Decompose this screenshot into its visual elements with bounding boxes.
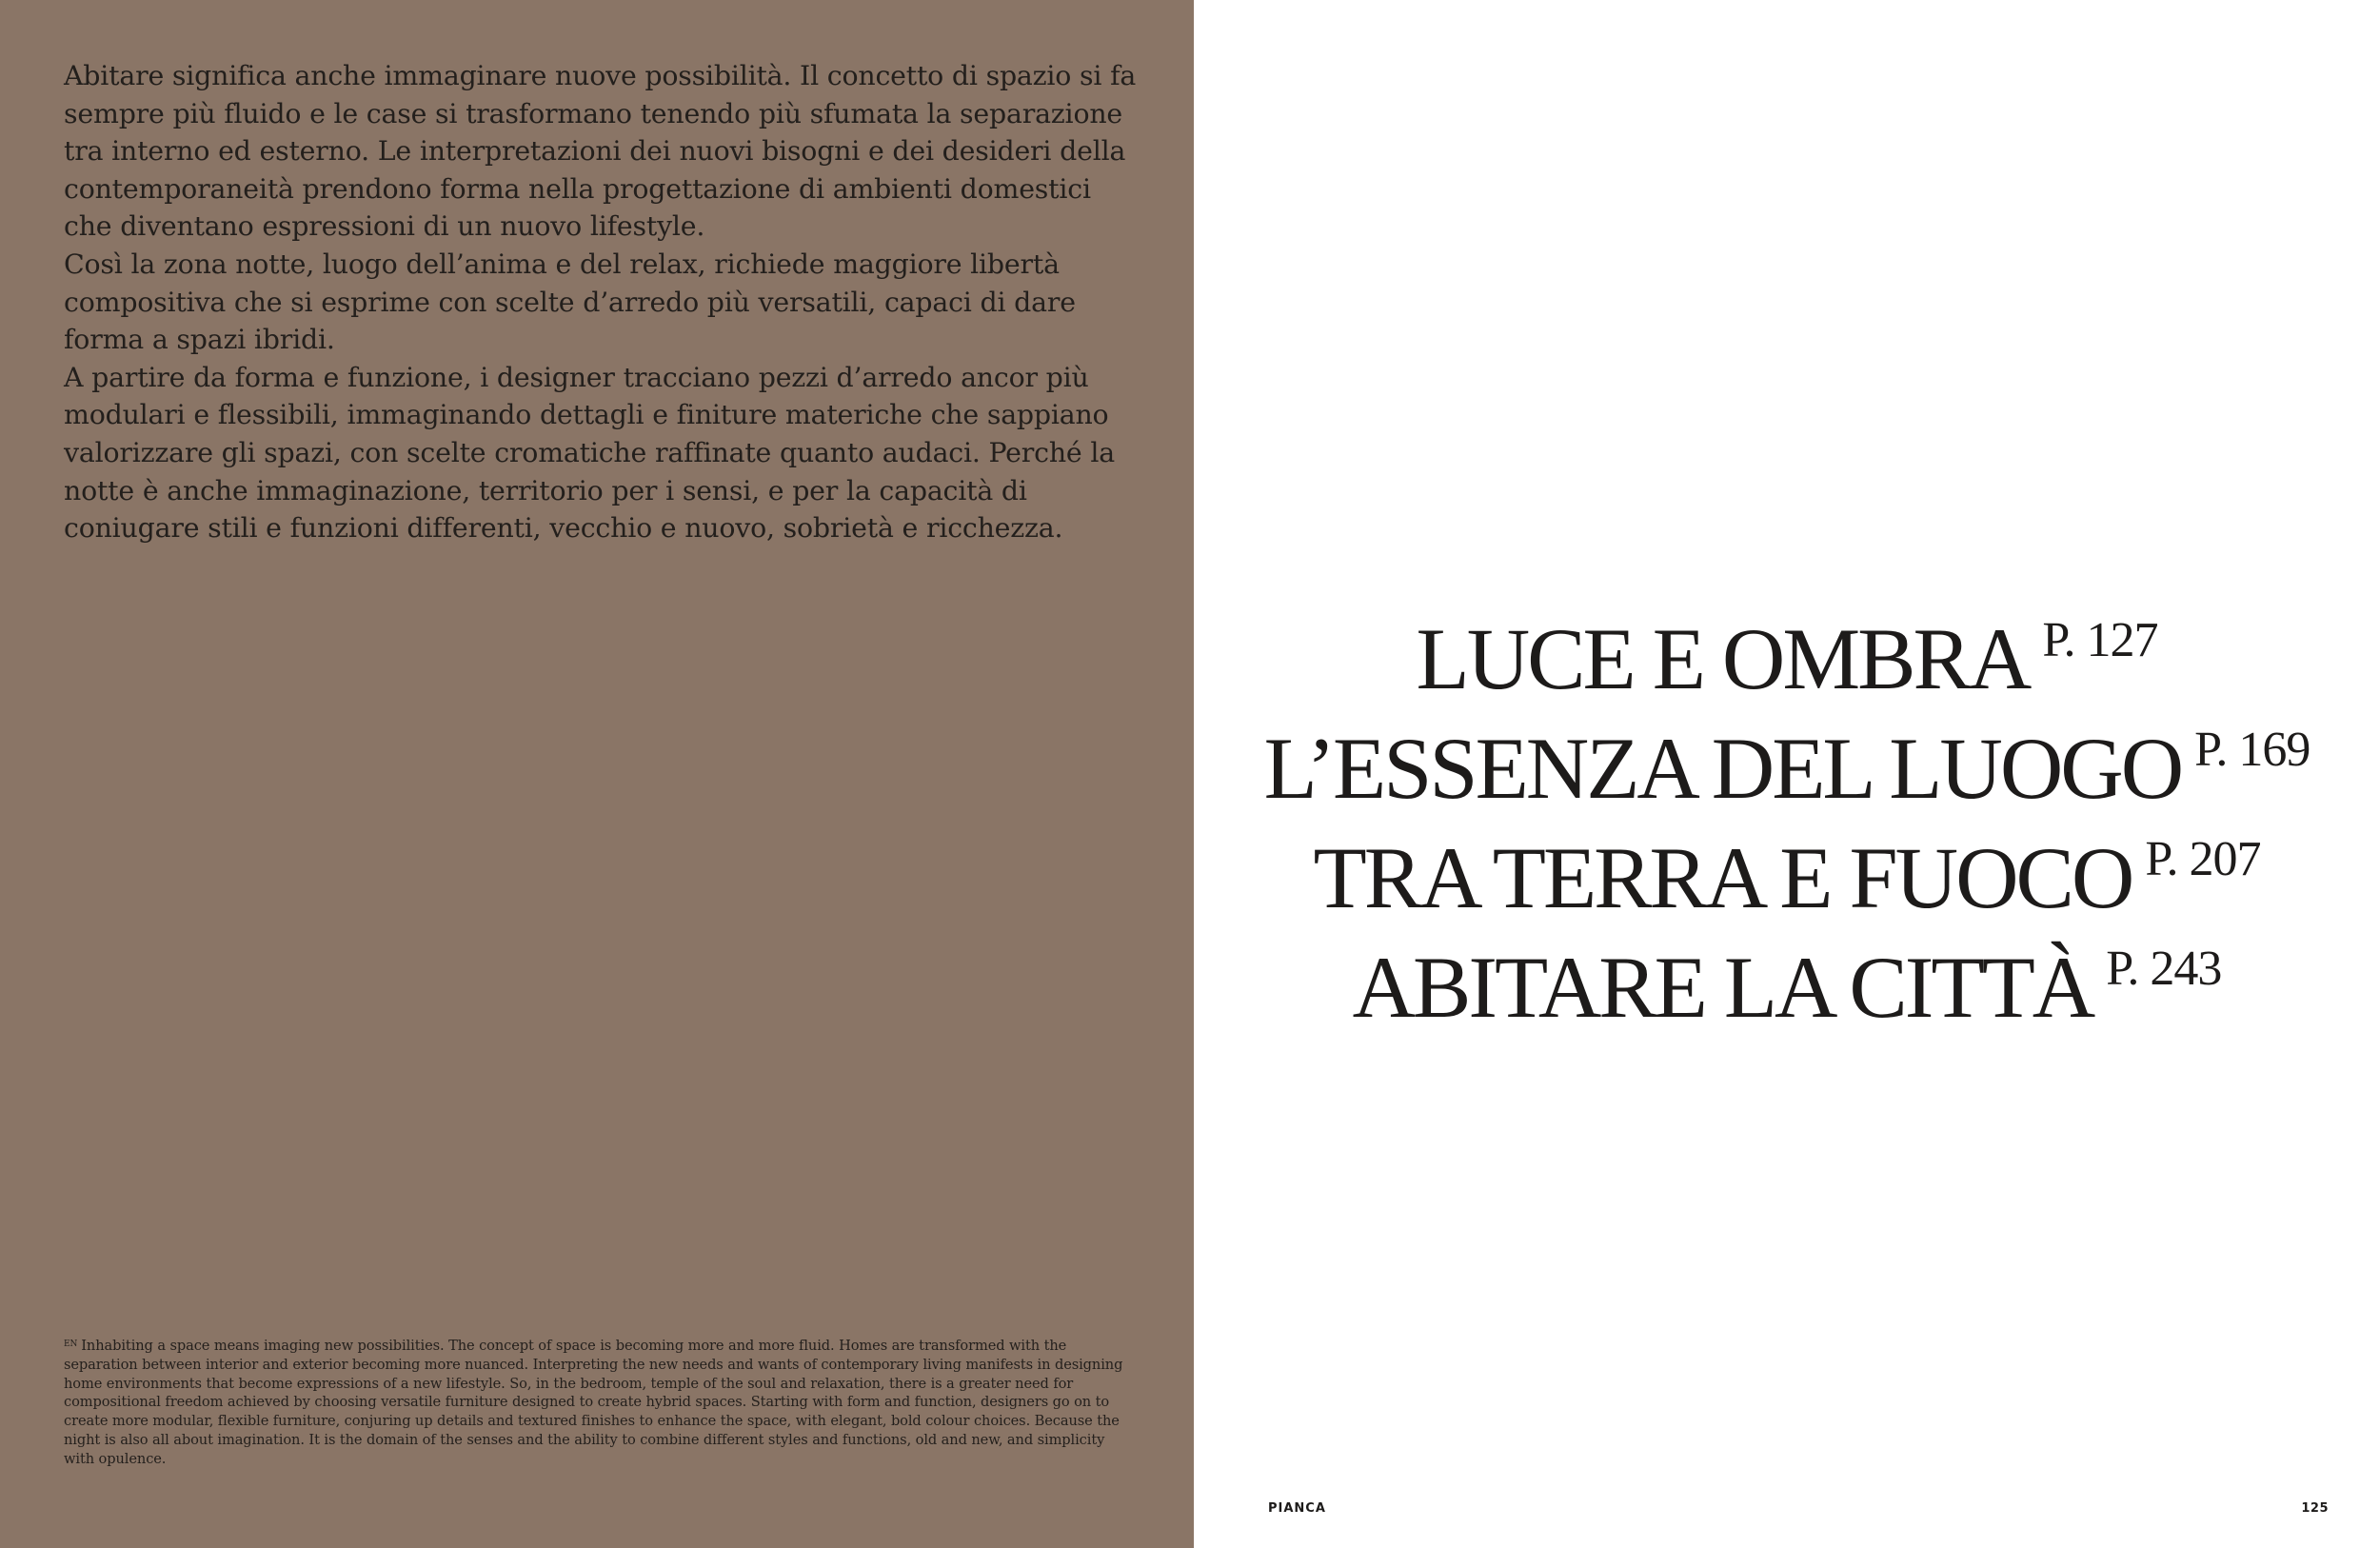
language-tag: EN bbox=[64, 1340, 78, 1349]
toc-item-page: P. 243 bbox=[2106, 942, 2222, 996]
toc-item-page: P. 207 bbox=[2145, 832, 2261, 886]
table-of-contents bbox=[1194, 595, 2380, 1036]
english-paragraph: Inhabiting a space means imaging new possibilities. The concept of space is becoming more and more fluid. Homes are transformed with the separation between interior and exterior becoming more nuanced. Interpreting the new needs and wants of contemporary living manifests in designing home environments that become expressions of a new lifestyle. So, in the bedroom, temple of the soul and relaxation, there is a greater need for compositional freedom achieved by choosing versatile furniture designed to create hybrid spaces. Starting with form and function, designers go on to create more modular, flexible furniture, conjuring up details and textured finishes to enhance the space, with elegant, bold colour choices. Because the night is also all about imagination. It is the domain of the senses and the ability to combine different styles and functions, old and new, and simplicity with opulence. bbox=[64, 1338, 1123, 1467]
toc-item-page: P. 127 bbox=[2042, 613, 2158, 667]
footer-page-number: 125 bbox=[2301, 1501, 2329, 1516]
footer-brand: PIANCA bbox=[1268, 1501, 1326, 1516]
intro-paragraph: Abitare significa anche immaginare nuove possibilità. Il concetto di spazio si fa sempre più fluido e le case si trasformano tenendo più sfumata la separazione tra interno ed esterno. Le interpretazioni dei nuovi bisogni e dei desideri della contemporaneità prendono forma nella progettazione di ambienti domestici che diventano espressioni di un nuovo lifestyle. bbox=[64, 60, 1137, 243]
toc-item-title: L’ESSENZA DEL LUOGO bbox=[1263, 720, 2182, 817]
toc-item-title: LUCE E OMBRA bbox=[1416, 610, 2030, 707]
right-page bbox=[1194, 0, 2380, 1548]
toc-item-title: ABITARE LA CITTÀ bbox=[1352, 939, 2093, 1036]
toc-item-abitare-la-citta[interactable] bbox=[1194, 923, 2380, 1036]
toc-item-luce-e-ombra[interactable] bbox=[1194, 595, 2380, 705]
toc-item-page: P. 169 bbox=[2194, 723, 2311, 777]
intro-paragraph: Così la zona notte, luogo dell’anima e del relax, richiede maggiore libertà compositiva che si esprime con scelte d’arredo più versatili, capaci di dare forma a spazi ibridi. bbox=[64, 248, 1076, 356]
toc-item-tra-terra-e-fuoco[interactable] bbox=[1194, 814, 2380, 926]
intro-paragraph: A partire da forma e funzione, i designer tracciano pezzi d’arredo ancor più modulari e flessibili, immaginando dettagli e finiture materiche che sappiano valorizzare gli spazi, con scelte cromatiche raffinate quanto audaci. Perché la notte è anche immaginazione, territorio per i sensi, e per la capacità di coniugare stili e funzioni differenti, vecchio e nuovo, sobrietà e ricchezza. bbox=[64, 361, 1115, 545]
toc-item-title: TRA TERRA E FUOCO bbox=[1313, 829, 2132, 926]
intro-text-italian bbox=[64, 57, 1140, 547]
toc-item-essenza-del-luogo[interactable] bbox=[1194, 705, 2380, 817]
intro-text-english bbox=[64, 1336, 1130, 1469]
